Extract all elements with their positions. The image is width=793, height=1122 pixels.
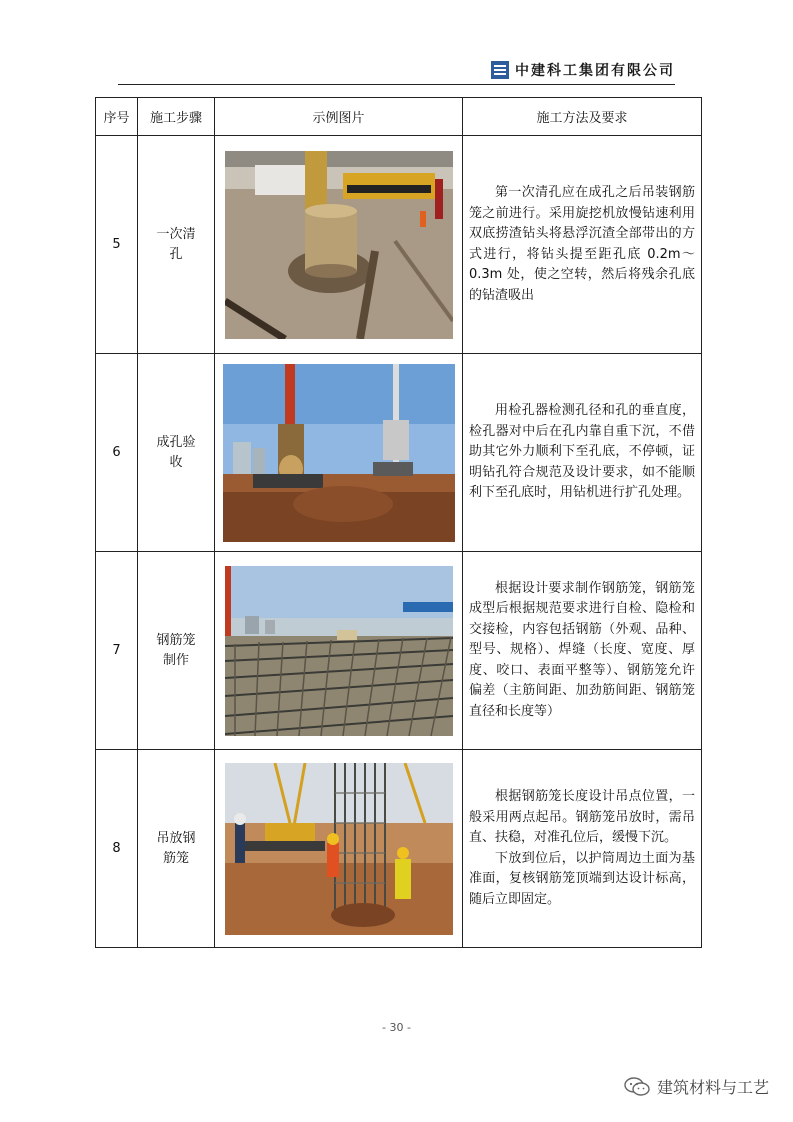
company-logo [491, 60, 675, 80]
construction-steps-table [95, 97, 702, 948]
example-photo-cell [215, 552, 463, 750]
watermark [623, 1075, 769, 1098]
example-photo-cell [215, 750, 463, 948]
method-paragraph: 第一次清孔应在成孔之后吊装钢筋笼之前进行。采用旋挖机放慢钻速利用双底捞渣钻头将悬浮沉渣全部带出的方式进行，将钻头提至距孔底 0.2m～0.3m 处，使之空转，然后将残余孔底的钻渣吸出 [469, 185, 695, 303]
method-description [463, 750, 702, 948]
method-paragraph: 根据钢筋笼长度设计吊点位置，一般采用两点起吊。钢筋笼吊放时，需吊直、扶稳，对准孔位后，缓慢下沉。 [469, 789, 695, 845]
column-header: 序号 [96, 98, 138, 136]
hole-inspection-photo [223, 364, 455, 542]
table-row [96, 354, 702, 552]
rebar-cage-lowering-photo [225, 763, 453, 935]
step-name: 一次清孔 [138, 136, 215, 354]
wechat-icon [623, 1076, 651, 1098]
table-row [96, 750, 702, 948]
page-number: - 30 - [382, 1021, 411, 1034]
step-name: 钢筋笼制作 [138, 552, 215, 750]
page-header [118, 58, 675, 85]
example-photo-cell [215, 136, 463, 354]
step-name: 成孔验收 [138, 354, 215, 552]
method-description [463, 354, 702, 552]
rebar-cage-fabrication-photo [225, 566, 453, 736]
method-paragraph: 根据设计要求制作钢筋笼，钢筋笼成型后根据规范要求进行自检、隐检和交接检，内容包括钢筋（外观、品种、型号、规格）、焊缝（长度、宽度、厚度、咬口、表面平整等）、钢筋笼允许偏差（主筋间距、加劲筋间距、钢筋笼直径和长度等） [469, 580, 695, 719]
table-row [96, 552, 702, 750]
column-header: 示例图片 [215, 98, 463, 136]
method-description [463, 552, 702, 750]
method-paragraph: 用检孔器检测孔径和孔的垂直度，检孔器对中后在孔内靠自重下沉，不借助其它外力顺利下至孔底，不停顿，证明钻孔符合规范及设计要求，如不能顺利下至孔底时，用钻机进行扩孔处理。 [469, 403, 695, 501]
watermark-text: 建筑材料与工艺 [656, 1078, 769, 1097]
example-photo-cell [215, 354, 463, 552]
method-paragraph: 下放到位后，以护筒周边土面为基准面，复核钢筋笼顶端到达设计标高，随后立即固定。 [469, 850, 695, 907]
row-number: 7 [96, 552, 138, 750]
row-number: 8 [96, 750, 138, 948]
company-logo-icon [491, 61, 509, 79]
column-header: 施工方法及要求 [463, 98, 702, 136]
company-name: 中建科工集团有限公司 [515, 63, 675, 79]
row-number: 6 [96, 354, 138, 552]
table-row [96, 136, 702, 354]
column-header: 施工步骤 [138, 98, 215, 136]
method-description [463, 136, 702, 354]
table-header-row [96, 98, 702, 136]
row-number: 5 [96, 136, 138, 354]
step-name: 吊放钢筋笼 [138, 750, 215, 948]
drilling-rig-cleaning-photo [225, 151, 453, 339]
